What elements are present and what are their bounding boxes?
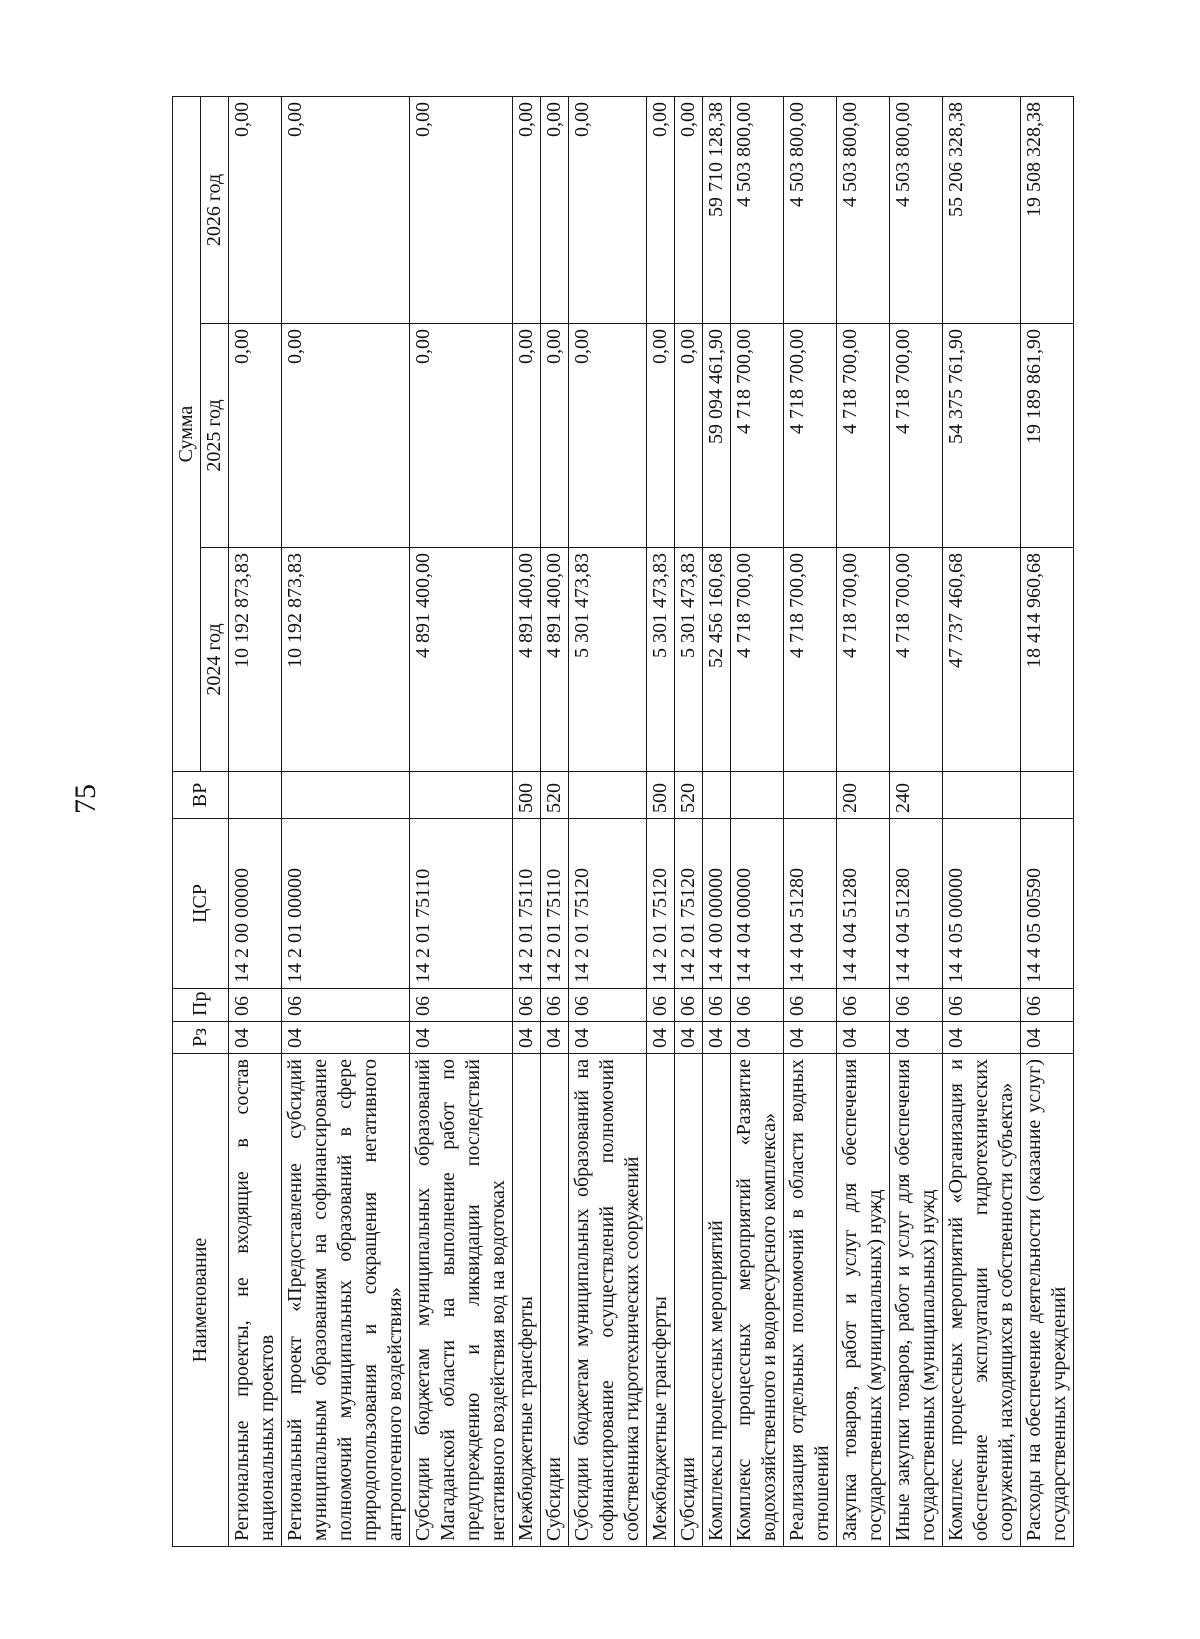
table-row	[675, 97, 703, 1547]
row-amount-2026: 4 503 800,00	[784, 97, 837, 324]
row-csr: 14 2 00 00000	[229, 819, 282, 989]
row-amount-2026: 4 503 800,00	[837, 97, 890, 324]
row-rz: 04	[647, 1022, 675, 1054]
row-amount-2025: 59 094 461,90	[703, 324, 731, 548]
header-pr: Пр	[173, 989, 229, 1022]
row-vr	[943, 772, 1021, 819]
table-row	[569, 97, 647, 1547]
row-pr: 06	[647, 989, 675, 1022]
row-csr: 14 2 01 75110	[410, 819, 513, 989]
row-amount-2026: 0,00	[541, 97, 569, 324]
row-pr: 06	[675, 989, 703, 1022]
row-amount-2025: 54 375 761,90	[943, 324, 1021, 548]
row-vr: 500	[647, 772, 675, 819]
row-amount-2024: 4 718 700,00	[837, 548, 890, 772]
row-amount-2024: 10 192 873,83	[282, 548, 410, 772]
row-rz: 04	[731, 1022, 784, 1054]
row-amount-2024: 52 456 160,68	[703, 548, 731, 772]
header-csr: ЦСР	[173, 819, 229, 989]
row-csr: 14 4 04 51280	[784, 819, 837, 989]
row-pr: 06	[731, 989, 784, 1022]
table-header	[173, 97, 229, 1547]
table-row	[703, 97, 731, 1547]
row-amount-2026: 59 710 128,38	[703, 97, 731, 324]
row-csr: 14 4 05 00590	[1021, 819, 1074, 989]
row-amount-2024: 47 737 460,68	[943, 548, 1021, 772]
row-amount-2024: 5 301 473,83	[569, 548, 647, 772]
row-amount-2026: 0,00	[282, 97, 410, 324]
table-row	[282, 97, 410, 1547]
row-name: Комплекс процессных мероприятий «Развитие водохозяйственного и водоресурсного комплекса»	[731, 1054, 784, 1547]
row-rz: 04	[282, 1022, 410, 1054]
row-rz: 04	[513, 1022, 541, 1054]
row-vr	[569, 772, 647, 819]
row-amount-2025: 0,00	[282, 324, 410, 548]
header-name: Наименование	[173, 1054, 229, 1547]
row-vr: 200	[837, 772, 890, 819]
row-amount-2025: 4 718 700,00	[731, 324, 784, 548]
row-pr: 06	[229, 989, 282, 1022]
table-row	[837, 97, 890, 1547]
table-row	[647, 97, 675, 1547]
row-rz: 04	[784, 1022, 837, 1054]
header-sum: Сумма	[173, 97, 201, 772]
table-row	[890, 97, 943, 1547]
row-name: Закупка товаров, работ и услуг для обеспечения государственных (муниципальных) нужд	[837, 1054, 890, 1547]
row-name: Комплексы процессных мероприятий	[703, 1054, 731, 1547]
row-amount-2024: 4 718 700,00	[890, 548, 943, 772]
row-pr: 06	[513, 989, 541, 1022]
row-name: Региональные проекты, не входящие в состав национальных проектов	[229, 1054, 282, 1547]
row-amount-2024: 10 192 873,83	[229, 548, 282, 772]
row-rz: 04	[229, 1022, 282, 1054]
row-rz: 04	[943, 1022, 1021, 1054]
row-amount-2026: 0,00	[410, 97, 513, 324]
row-vr	[410, 772, 513, 819]
row-amount-2024: 4 718 700,00	[784, 548, 837, 772]
row-csr: 14 2 01 75120	[569, 819, 647, 989]
rotated-sheet	[172, 97, 1070, 1547]
row-pr: 06	[837, 989, 890, 1022]
header-vr: ВР	[173, 772, 229, 819]
row-amount-2025: 0,00	[541, 324, 569, 548]
header-2025: 2025 год	[201, 324, 229, 548]
row-name: Комплекс процессных мероприятий «Организация и обеспечение эксплуатации гидротехнических сооружений, находящихся в собственности субъекта»	[943, 1054, 1021, 1547]
table-row	[410, 97, 513, 1547]
row-rz: 04	[703, 1022, 731, 1054]
table-row	[1021, 97, 1074, 1547]
row-pr: 06	[282, 989, 410, 1022]
row-rz: 04	[541, 1022, 569, 1054]
row-rz: 04	[675, 1022, 703, 1054]
row-amount-2025: 0,00	[513, 324, 541, 548]
row-csr: 14 2 01 75110	[541, 819, 569, 989]
row-vr	[229, 772, 282, 819]
table-body	[229, 97, 1074, 1547]
row-vr: 240	[890, 772, 943, 819]
row-amount-2024: 4 891 400,00	[541, 548, 569, 772]
row-amount-2026: 55 206 328,38	[943, 97, 1021, 324]
row-amount-2024: 5 301 473,83	[647, 548, 675, 772]
row-amount-2026: 0,00	[675, 97, 703, 324]
table-row	[541, 97, 569, 1547]
row-amount-2024: 4 891 400,00	[410, 548, 513, 772]
row-amount-2025: 0,00	[410, 324, 513, 548]
row-pr: 06	[569, 989, 647, 1022]
table-row	[731, 97, 784, 1547]
row-vr: 520	[675, 772, 703, 819]
row-amount-2025: 0,00	[229, 324, 282, 548]
row-csr: 14 2 01 75120	[647, 819, 675, 989]
page-number: 75	[69, 784, 102, 814]
row-rz: 04	[569, 1022, 647, 1054]
row-vr	[784, 772, 837, 819]
row-vr: 500	[513, 772, 541, 819]
row-rz: 04	[410, 1022, 513, 1054]
row-name: Межбюджетные трансферты	[513, 1054, 541, 1547]
row-name: Межбюджетные трансферты	[647, 1054, 675, 1547]
row-csr: 14 2 01 75110	[513, 819, 541, 989]
row-amount-2026: 4 503 800,00	[731, 97, 784, 324]
row-name: Реализация отдельных полномочий в области водных отношений	[784, 1054, 837, 1547]
row-amount-2025: 4 718 700,00	[837, 324, 890, 548]
row-pr: 06	[943, 989, 1021, 1022]
row-rz: 04	[890, 1022, 943, 1054]
row-pr: 06	[784, 989, 837, 1022]
row-amount-2025: 0,00	[675, 324, 703, 548]
header-2026: 2026 год	[201, 97, 229, 324]
row-amount-2024: 18 414 960,68	[1021, 548, 1074, 772]
table-row	[229, 97, 282, 1547]
row-amount-2024: 4 891 400,00	[513, 548, 541, 772]
table-row	[513, 97, 541, 1547]
row-csr: 14 4 04 51280	[837, 819, 890, 989]
row-vr	[703, 772, 731, 819]
header-2024: 2024 год	[201, 548, 229, 772]
row-vr	[1021, 772, 1074, 819]
row-rz: 04	[837, 1022, 890, 1054]
row-rz: 04	[1021, 1022, 1074, 1054]
row-amount-2026: 0,00	[513, 97, 541, 324]
row-amount-2025: 0,00	[647, 324, 675, 548]
row-amount-2024: 5 301 473,83	[675, 548, 703, 772]
row-name: Иные закупки товаров, работ и услуг для обеспечения государственных (муниципальных) нужд	[890, 1054, 943, 1547]
row-vr	[282, 772, 410, 819]
row-csr: 14 2 01 00000	[282, 819, 410, 989]
budget-table	[172, 96, 1074, 1547]
row-csr: 14 4 05 00000	[943, 819, 1021, 989]
row-name: Субсидии	[541, 1054, 569, 1547]
row-amount-2026: 19 508 328,38	[1021, 97, 1074, 324]
row-name: Региональный проект «Предоставление субсидий муниципальным образованиям на софинансирование полномочий муниципальных образований в сфере природопользования и сокращения негативного антропогенного воздействия»	[282, 1054, 410, 1547]
row-amount-2025: 4 718 700,00	[890, 324, 943, 548]
row-csr: 14 2 01 75120	[675, 819, 703, 989]
row-name: Субсидии	[675, 1054, 703, 1547]
row-pr: 06	[410, 989, 513, 1022]
row-name: Субсидии бюджетам муниципальных образований Магаданской области на выполнение работ по предупреждению и ликвидации последствий негативного воздействия вод на водотоках	[410, 1054, 513, 1547]
row-vr	[731, 772, 784, 819]
row-amount-2026: 0,00	[229, 97, 282, 324]
row-pr: 06	[541, 989, 569, 1022]
row-amount-2025: 4 718 700,00	[784, 324, 837, 548]
row-csr: 14 4 04 00000	[731, 819, 784, 989]
row-csr: 14 4 04 51280	[890, 819, 943, 989]
row-csr: 14 4 00 00000	[703, 819, 731, 989]
row-amount-2025: 0,00	[569, 324, 647, 548]
row-amount-2025: 19 189 861,90	[1021, 324, 1074, 548]
table-row	[784, 97, 837, 1547]
row-amount-2026: 0,00	[569, 97, 647, 324]
row-amount-2026: 0,00	[647, 97, 675, 324]
row-pr: 06	[890, 989, 943, 1022]
header-rz: Рз	[173, 1022, 229, 1054]
row-vr: 520	[541, 772, 569, 819]
row-amount-2024: 4 718 700,00	[731, 548, 784, 772]
row-pr: 06	[1021, 989, 1074, 1022]
row-pr: 06	[703, 989, 731, 1022]
table-row	[943, 97, 1021, 1547]
row-name: Субсидии бюджетам муниципальных образований на софинансирование осуществлений полномочий собственника гидротехнических сооружений	[569, 1054, 647, 1547]
row-name: Расходы на обеспечение деятельности (оказание услуг) государственных учреждений	[1021, 1054, 1074, 1547]
row-amount-2026: 4 503 800,00	[890, 97, 943, 324]
